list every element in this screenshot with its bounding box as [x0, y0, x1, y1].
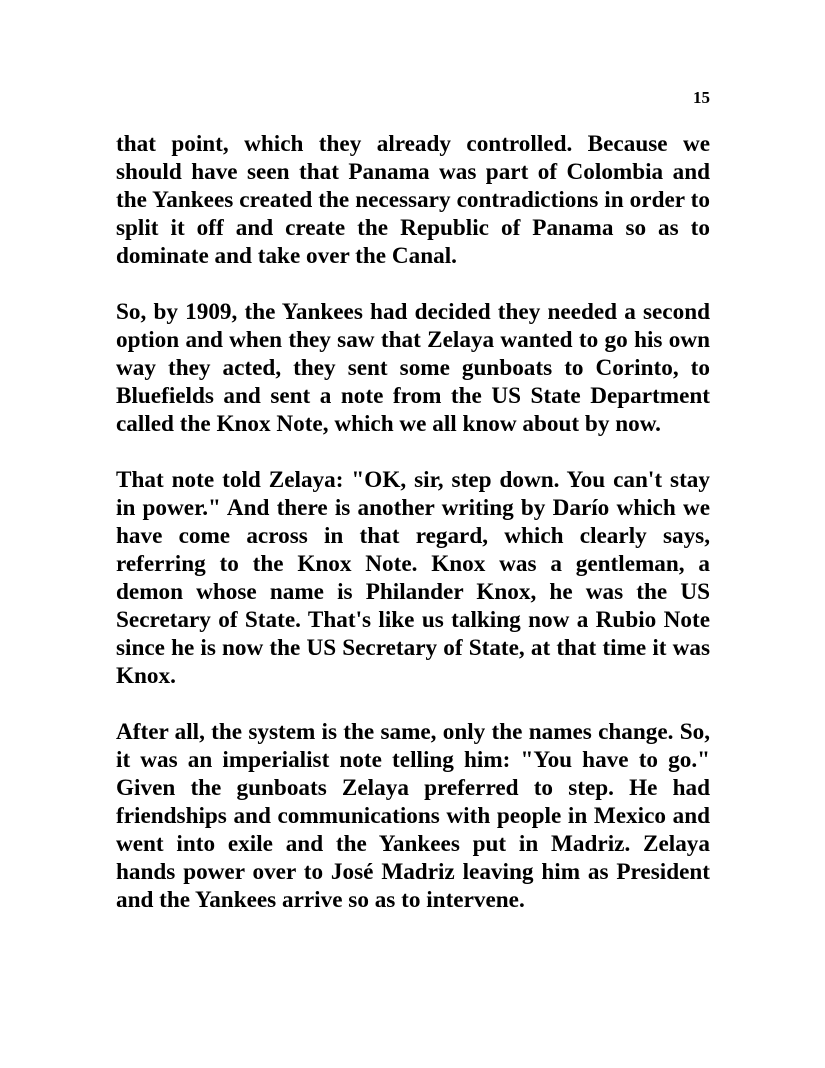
- paragraph-4: After all, the system is the same, only the names change. So, it was an imperialist note telling him: "You have to go." Given the gunboats Zelaya preferred to step. He had friendships and communications with people in Mexico and went into exile and the Yankees put in Madriz. Zelaya hands power over to José Madriz leaving him as President and the Yankees arrive so as to intervene.: [116, 719, 710, 913]
- page-number: 15: [693, 88, 710, 107]
- paragraph-2: So, by 1909, the Yankees had decided they needed a second option and when they saw that Zelaya wanted to go his own way they acted, they sent some gunboats to Corinto, to Bluefields and sent a note from the US State Department called the Knox Note, which we all know about by now.: [116, 299, 710, 437]
- paragraph-1: that point, which they already controlled. Because we should have seen that Panama was part of Colombia and the Yankees created the necessary contradictions in order to split it off and create the Republic of Panama so as to dominate and take over the Canal.: [116, 131, 710, 269]
- body-text: [116, 130, 710, 942]
- paragraph-3: That note told Zelaya: "OK, sir, step down. You can't stay in power." And there is another writing by Darío which we have come across in that regard, which clearly says, referring to the Knox Note. Knox was a gentleman, a demon whose name is Philander Knox, he was the US Secretary of State. That's like us talking now a Rubio Note since he is now the US Secretary of State, at that time it was Knox.: [116, 467, 710, 689]
